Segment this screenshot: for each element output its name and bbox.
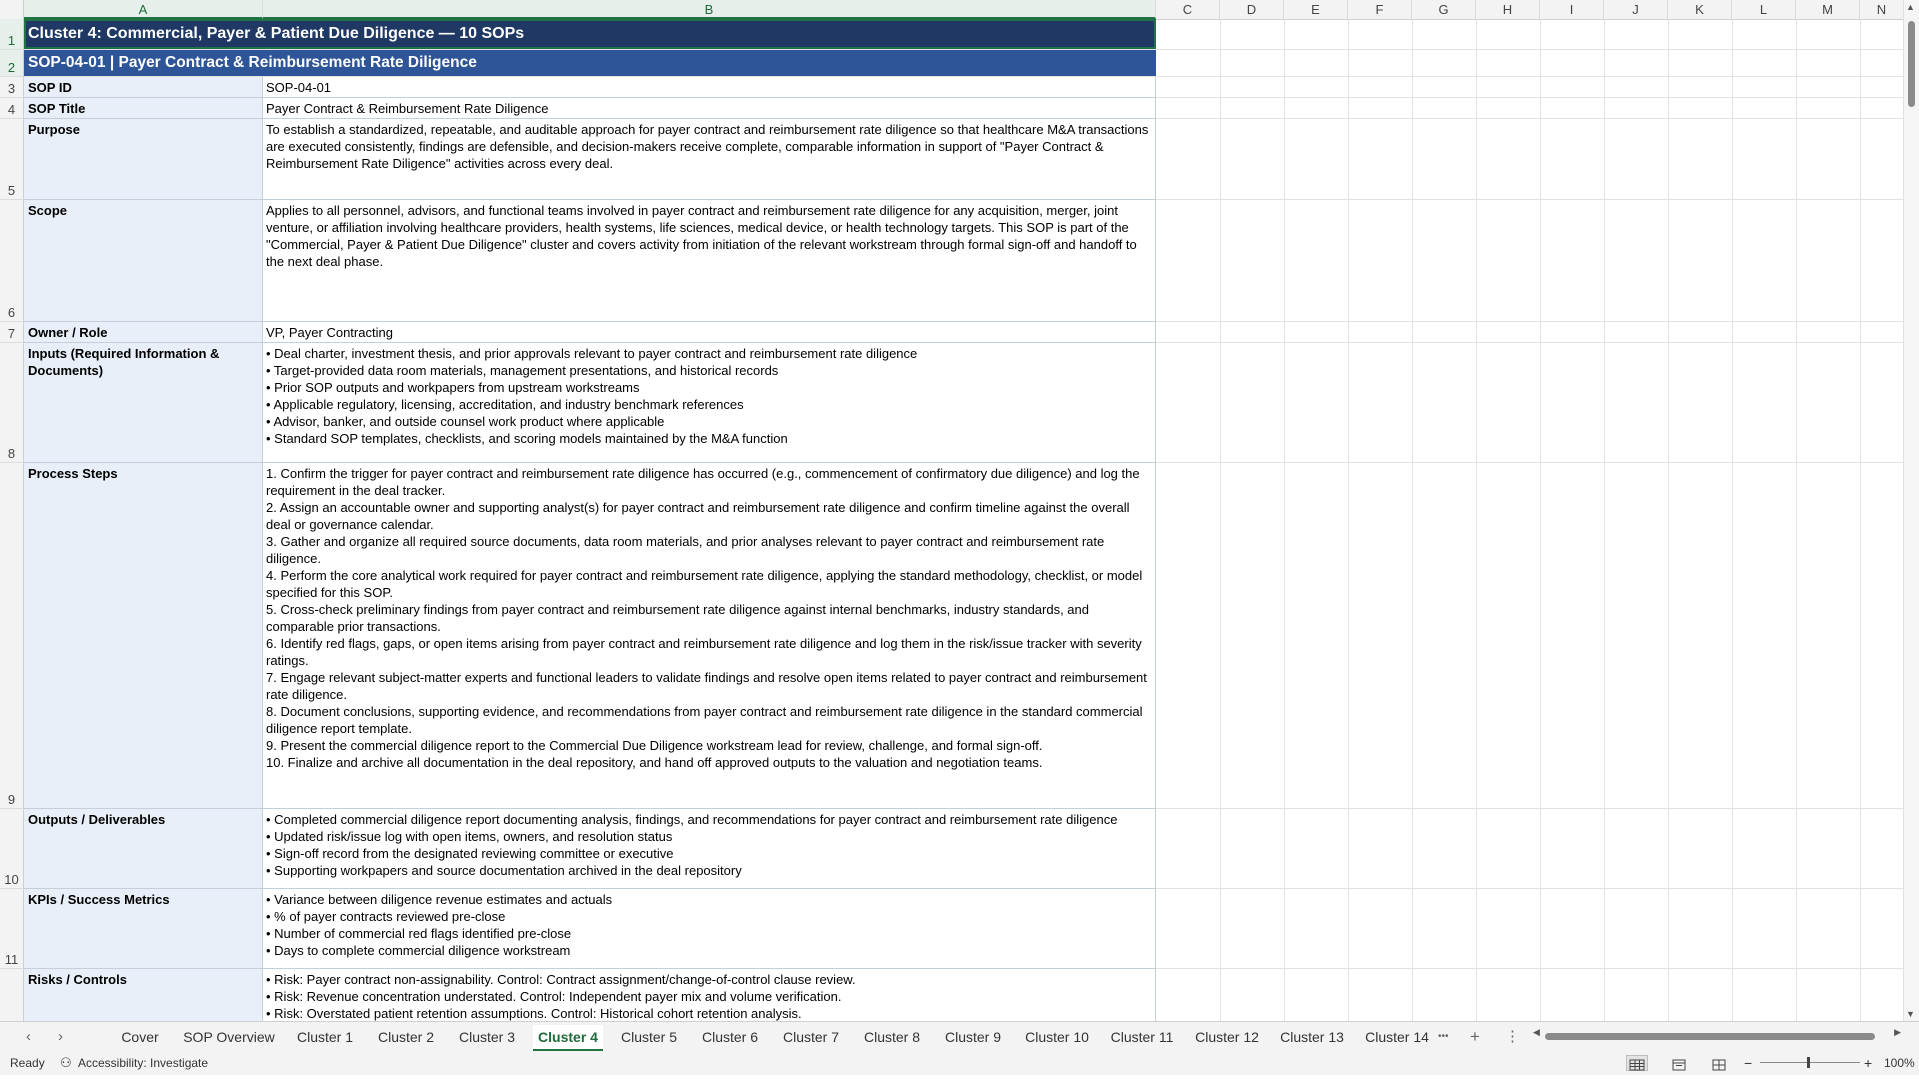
tab-cluster-9[interactable]: Cluster 9 bbox=[944, 1029, 1002, 1045]
list-item: • Advisor, banker, and outside counsel work product where applicable bbox=[266, 414, 665, 429]
row-header-9[interactable] bbox=[0, 463, 24, 809]
normal-view-button[interactable] bbox=[1626, 1055, 1648, 1071]
status-ready: Ready bbox=[10, 1056, 45, 1070]
list-item: • Number of commercial red flags identified pre-close bbox=[266, 926, 572, 941]
list-item: • Deal charter, investment thesis, and prior approvals relevant to payer contract and reimbursement rate diligence bbox=[266, 346, 918, 361]
scroll-right-icon[interactable]: ▶ bbox=[1894, 1027, 1901, 1037]
owner-value-cell[interactable]: VP, Payer Contracting bbox=[263, 322, 1156, 343]
more-tabs-icon[interactable]: ••• bbox=[1438, 1031, 1449, 1042]
row-number: 5 bbox=[7, 183, 16, 198]
column-header-n[interactable]: N bbox=[1860, 0, 1904, 19]
list-item: • Variance between diligence revenue estimates and actuals bbox=[266, 892, 613, 907]
row-number: 11 bbox=[4, 952, 19, 967]
tab-cluster-2[interactable]: Cluster 2 bbox=[377, 1029, 435, 1045]
tab-cluster-12[interactable]: Cluster 12 bbox=[1195, 1029, 1259, 1045]
row-header-12[interactable] bbox=[0, 969, 24, 1021]
row-header-10[interactable] bbox=[0, 809, 24, 889]
scroll-up-icon[interactable]: ▲ bbox=[1906, 2, 1915, 12]
tab-cluster-6[interactable]: Cluster 6 bbox=[701, 1029, 759, 1045]
zoom-slider-track[interactable] bbox=[1760, 1062, 1860, 1063]
list-item: 6. Identify red flags, gaps, or open items arising from payer contract and reimbursement rate diligence and log them in the risk/issue tracker with severity ratings. bbox=[266, 636, 1142, 668]
scroll-down-icon[interactable]: ▼ bbox=[1906, 1009, 1915, 1019]
sop-title-banner-cell[interactable]: SOP-04-01 | Payer Contract & Reimbursement Rate Diligence bbox=[24, 50, 1156, 76]
list-item: • Applicable regulatory, licensing, accreditation, and industry benchmark references bbox=[266, 397, 744, 412]
list-item: • Completed commercial diligence report documenting analysis, findings, and recommendations for payer contract and reimbursement rate diligence bbox=[266, 812, 1118, 827]
zoom-in-icon[interactable]: + bbox=[1864, 1055, 1873, 1071]
page-break-view-button[interactable] bbox=[1708, 1055, 1730, 1071]
tab-cover[interactable]: Cover bbox=[121, 1029, 159, 1045]
column-header-f[interactable]: F bbox=[1348, 0, 1412, 19]
list-item: • Prior SOP outputs and workpapers from upstream workstreams bbox=[266, 380, 640, 395]
row-number: 6 bbox=[7, 305, 16, 320]
list-item: 1. Confirm the trigger for payer contract and reimbursement rate diligence has occurred (e.g., commencement of confirmatory due diligence) and log the requirement in the deal tracker. bbox=[266, 466, 1140, 498]
scope-value-cell[interactable]: Applies to all personnel, advisors, and functional teams involved in payer contract and reimbursement rate diligence for any acquisition, merger, joint venture, or affiliation involving healthcare providers, health systems, life sciences, medical device, or health technology targets. This SOP is part of the "Commercial, Payer & Patient Due Diligence" cluster and covers activity from initiation of the relevant workstream through formal sign-off and handoff to the next deal phase. bbox=[263, 200, 1156, 322]
list-item: • Risk: Payer contract non-assignability. Control: Contract assignment/change-of-control clause review. bbox=[266, 972, 856, 987]
tab-cluster-3[interactable]: Cluster 3 bbox=[458, 1029, 516, 1045]
tab-cluster-1[interactable]: Cluster 1 bbox=[296, 1029, 354, 1045]
row-header-1[interactable] bbox=[0, 19, 24, 50]
page-layout-icon bbox=[1669, 1058, 1689, 1072]
list-item: • Days to complete commercial diligence workstream bbox=[266, 943, 571, 958]
tab-cluster-11[interactable]: Cluster 11 bbox=[1110, 1029, 1174, 1045]
column-header-j[interactable]: J bbox=[1604, 0, 1668, 19]
scope-label-cell[interactable]: Scope bbox=[24, 200, 263, 322]
column-header-b[interactable]: B bbox=[263, 0, 1156, 19]
purpose-value-cell[interactable]: To establish a standardized, repeatable, and auditable approach for payer contract and reimbursement rate diligence so that healthcare M&A transactions are executed consistently, findings are defensible, and decision-makers receive complete, comparable information in support of "Payer Contract & Reimbursement Rate Diligence" activities across every deal. bbox=[263, 119, 1156, 200]
list-item: • Supporting workpapers and source documentation archived in the deal repository bbox=[266, 863, 742, 878]
vertical-scroll-thumb[interactable] bbox=[1908, 21, 1915, 107]
accessibility-icon[interactable]: ⚇ bbox=[60, 1055, 72, 1070]
column-header-h[interactable]: H bbox=[1476, 0, 1540, 19]
inputs-value-cell[interactable] bbox=[263, 343, 1156, 463]
zoom-level[interactable]: 100% bbox=[1884, 1056, 1915, 1070]
page-layout-view-button[interactable] bbox=[1668, 1055, 1690, 1071]
select-all-corner[interactable] bbox=[0, 0, 24, 19]
horizontal-scroll-thumb[interactable] bbox=[1545, 1033, 1875, 1040]
list-item: 9. Present the commercial diligence report to the Commercial Due Diligence workstream lead for review, challenge, and formal sign-off. bbox=[266, 738, 1043, 753]
row-number: 3 bbox=[7, 81, 16, 96]
row-number: 7 bbox=[7, 326, 16, 341]
risks-value-cell[interactable] bbox=[263, 969, 1156, 1021]
tab-cluster-10[interactable]: Cluster 10 bbox=[1025, 1029, 1089, 1045]
column-header-k[interactable]: K bbox=[1668, 0, 1732, 19]
tab-cluster-13[interactable]: Cluster 13 bbox=[1280, 1029, 1344, 1045]
column-header-e[interactable]: E bbox=[1284, 0, 1348, 19]
prev-sheet-chevron-icon[interactable]: ‹ bbox=[26, 1028, 31, 1045]
zoom-out-icon[interactable]: − bbox=[1744, 1055, 1753, 1071]
list-item: • % of payer contracts reviewed pre-close bbox=[266, 909, 506, 924]
list-item: 10. Finalize and archive all documentation in the deal repository, and hand off approved outputs to the valuation and negotiation teams. bbox=[266, 755, 1043, 770]
row-header-6[interactable] bbox=[0, 200, 24, 322]
list-item: 4. Perform the core analytical work required for payer contract and reimbursement rate diligence, applying the standard methodology, checklist, or model specified for this SOP. bbox=[266, 568, 1143, 600]
column-header-i[interactable]: I bbox=[1540, 0, 1604, 19]
sop-title-label-cell[interactable]: SOP Title bbox=[24, 98, 263, 119]
column-header-c[interactable]: C bbox=[1156, 0, 1220, 19]
list-item: 8. Document conclusions, supporting evidence, and recommendations from payer contract and reimbursement rate diligence in the standard commercial diligence report template. bbox=[266, 704, 1143, 736]
list-item: 3. Gather and organize all required source documents, data room materials, and prior analyses relevant to payer contract and reimbursement rate diligence. bbox=[266, 534, 1105, 566]
list-item: • Sign-off record from the designated reviewing committee or executive bbox=[266, 846, 674, 861]
row-header-3[interactable] bbox=[0, 77, 24, 98]
sheet-options-icon[interactable]: ⋮ bbox=[1505, 1028, 1520, 1045]
sop-id-value-cell[interactable]: SOP-04-01 bbox=[263, 77, 1156, 98]
column-header-m[interactable]: M bbox=[1796, 0, 1860, 19]
kpis-value-cell[interactable] bbox=[263, 889, 1156, 969]
purpose-label-cell[interactable]: Purpose bbox=[24, 119, 263, 200]
outputs-value-cell[interactable] bbox=[263, 809, 1156, 889]
list-item: • Target-provided data room materials, management presentations, and historical records bbox=[266, 363, 779, 378]
row-header-2[interactable] bbox=[0, 50, 24, 77]
tab-cluster-7[interactable]: Cluster 7 bbox=[782, 1029, 840, 1045]
accessibility-status[interactable]: Accessibility: Investigate bbox=[78, 1056, 209, 1070]
cluster-title-cell[interactable]: Cluster 4: Commercial, Payer & Patient Due Diligence — 10 SOPs bbox=[24, 19, 1156, 49]
row-number: 8 bbox=[7, 446, 16, 461]
add-sheet-button[interactable]: + bbox=[1470, 1027, 1480, 1046]
list-item: 7. Engage relevant subject-matter experts and functional leaders to validate findings and resolve open items related to payer contract and reimbursement rate diligence. bbox=[266, 670, 1147, 702]
column-header-l[interactable]: L bbox=[1732, 0, 1796, 19]
tab-cluster-8[interactable]: Cluster 8 bbox=[863, 1029, 921, 1045]
column-header-g[interactable]: G bbox=[1412, 0, 1476, 19]
tab-cluster-4[interactable]: Cluster 4 bbox=[533, 1025, 603, 1051]
page-break-icon bbox=[1709, 1058, 1729, 1072]
row-number: 10 bbox=[4, 872, 19, 887]
cell-grid[interactable] bbox=[24, 19, 1904, 1021]
list-item: 2. Assign an accountable owner and supporting analyst(s) for payer contract and reimbursement rate diligence and confirm timeline against the overall deal or governance calendar. bbox=[266, 500, 1130, 532]
outputs-label-cell[interactable]: Outputs / Deliverables bbox=[24, 809, 263, 889]
process-value-cell[interactable] bbox=[263, 463, 1156, 809]
sheet-tab-bar bbox=[0, 1021, 1919, 1052]
row-header-4[interactable] bbox=[0, 98, 24, 119]
next-sheet-chevron-icon[interactable]: › bbox=[58, 1028, 63, 1045]
column-header-a[interactable]: A bbox=[24, 0, 263, 19]
owner-label-cell[interactable]: Owner / Role bbox=[24, 322, 263, 343]
tab-cluster-14[interactable]: Cluster 14 bbox=[1365, 1029, 1429, 1045]
row-header-5[interactable] bbox=[0, 119, 24, 200]
row-number: 9 bbox=[7, 792, 16, 807]
kpis-label-cell[interactable]: KPIs / Success Metrics bbox=[24, 889, 263, 969]
sop-title-value-cell[interactable]: Payer Contract & Reimbursement Rate Diligence bbox=[263, 98, 1156, 119]
list-item: • Updated risk/issue log with open items, owners, and resolution status bbox=[266, 829, 673, 844]
row-header-7[interactable] bbox=[0, 322, 24, 343]
status-bar bbox=[0, 1051, 1919, 1075]
list-item: • Risk: Overstated patient retention assumptions. Control: Historical cohort retention analysis. bbox=[266, 1006, 802, 1021]
zoom-slider-thumb[interactable] bbox=[1807, 1057, 1810, 1068]
list-item: • Standard SOP templates, checklists, and scoring models maintained by the M&A function bbox=[266, 431, 788, 446]
column-header-d[interactable]: D bbox=[1220, 0, 1284, 19]
row-header-8[interactable] bbox=[0, 343, 24, 463]
row-number: 4 bbox=[7, 102, 16, 117]
row-number: 1 bbox=[7, 33, 16, 48]
row-header-11[interactable] bbox=[0, 889, 24, 969]
tab-cluster-5[interactable]: Cluster 5 bbox=[620, 1029, 678, 1045]
vertical-scrollbar[interactable] bbox=[1903, 0, 1919, 1021]
tab-sop-overview[interactable]: SOP Overview bbox=[183, 1029, 275, 1045]
column-header-bar bbox=[0, 0, 1919, 20]
list-item: • Risk: Revenue concentration understated. Control: Independent payer mix and volume verification. bbox=[266, 989, 842, 1004]
inputs-label-cell[interactable]: Inputs (Required Information & Documents) bbox=[24, 343, 263, 463]
row-number: 2 bbox=[7, 60, 16, 75]
risks-label-cell[interactable]: Risks / Controls bbox=[24, 969, 263, 1021]
list-item: 5. Cross-check preliminary findings from payer contract and reimbursement rate diligence against internal benchmarks, industry standards, and comparable prior transactions. bbox=[266, 602, 1089, 634]
scroll-left-icon[interactable]: ◀ bbox=[1533, 1027, 1540, 1037]
process-label-cell[interactable]: Process Steps bbox=[24, 463, 263, 809]
sop-id-label-cell[interactable]: SOP ID bbox=[24, 77, 263, 98]
horizontal-scrollbar[interactable] bbox=[1533, 1027, 1901, 1041]
grid-view-icon bbox=[1627, 1058, 1647, 1072]
